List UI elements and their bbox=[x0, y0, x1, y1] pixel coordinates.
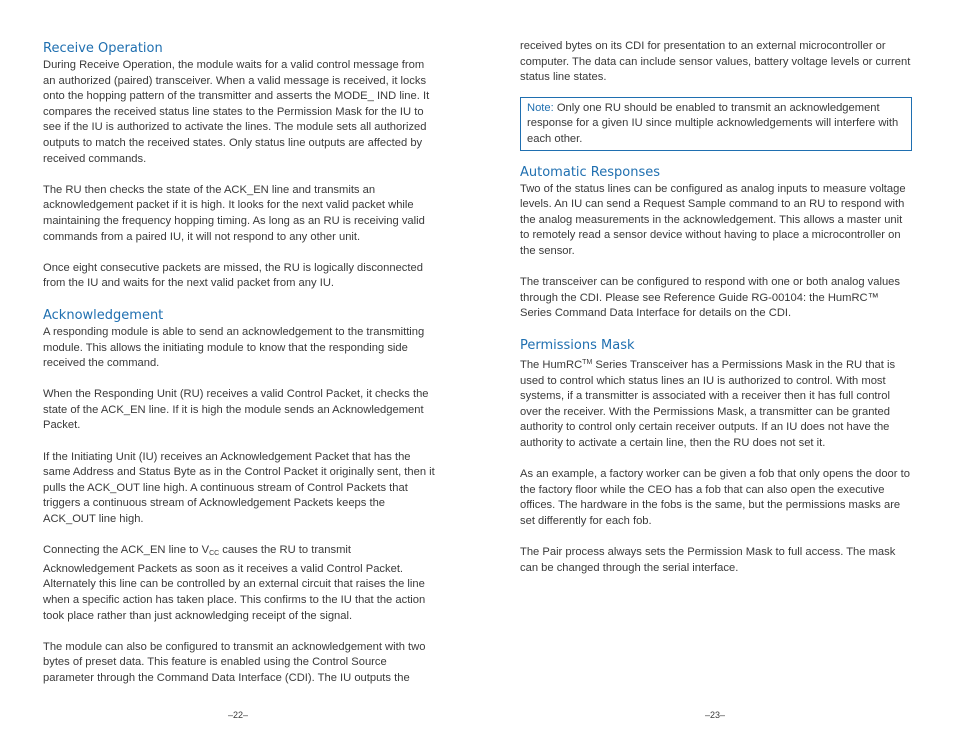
perm-paragraph-2: As an example, a factory worker can be given a fob that only opens the door to the factory floor while the CEO has a fob that can also open the executive offices. The hardware in the fobs is the same, but the permissions masks are set differently for each fob. bbox=[520, 468, 910, 527]
right-column bbox=[520, 39, 912, 576]
ack-paragraph-5: The module can also be configured to transmit an acknowledgement with two bytes of preset data. This feature is enabled using the Control Source parameter through the Command Data Interface (CDI). The IU outputs the bbox=[43, 640, 426, 684]
perm-paragraph-3: The Pair process always sets the Permission Mask to full access. The mask can be changed through the serial interface. bbox=[520, 546, 896, 574]
acknowledgement-heading: Acknowledgement bbox=[43, 307, 164, 323]
note-text: Note: Only one RU should be enabled to transmit an acknowledgement response for a given IU since multiple acknowledgements will interfere with each other. bbox=[527, 101, 899, 145]
permissions-mask-heading: Permissions Mask bbox=[520, 337, 635, 353]
receive-paragraph-2: The RU then checks the state of the ACK_EN line and transmits an acknowledgement packet if it is high. It looks for the next valid packet while maintaining the frequency hopping timing. As long as an RU is receiving valid commands from a paired IU, it will not respond to any other unit. bbox=[43, 183, 425, 243]
ack-paragraph-2: When the Responding Unit (RU) receives a valid Control Packet, it checks the state of the ACK_EN line. If it is high the module sends an Acknowledgement Packet. bbox=[43, 388, 429, 432]
page-number-right: –23– bbox=[704, 710, 726, 720]
perm-paragraph-1: The HumRC™ Series Transceiver has a Permissions Mask in the RU that is used to control which status lines an IU is authorized to control. With most systems, if a transmitter is associated with a receiver then it has full control over the receiver. With the Permissions Mask, a transmitter can be granted authority to control only certain receiver outputs. If an IU does not have the authority to activate a certain line, then the RU does not set it. bbox=[520, 358, 896, 449]
note-box bbox=[520, 97, 912, 151]
ack-paragraph-3: If the Initiating Unit (IU) receives an Acknowledgement Packet that has the same Address and Status Byte as in the Control Packet it originally sent, then it pulls the ACK_OUT line high. A continuous stream of Control Packets that triggers a continuous stream of Acknowledgement Packets keeps the ACK_OUT line high. bbox=[43, 450, 435, 526]
receive-operation-heading: Receive Operation bbox=[43, 41, 163, 56]
ack-paragraph-1: A responding module is able to send an acknowledgement to the transmitting module. This allows the initiating module to know that the responding side received the command. bbox=[43, 325, 425, 370]
continued-paragraph: received bytes on its CDI for presentation to an external microcontroller or computer. The data can include sensor values, battery voltage levels or current status line states. bbox=[520, 40, 911, 84]
note-label: Note: bbox=[527, 101, 554, 114]
auto-paragraph-2: The transceiver can be configured to respond with one or both analog values through the CDI. Please see Reference Guide RG-00104: the HumRC™ Series Command Data Interface for details on the CDI. bbox=[520, 276, 900, 320]
left-column bbox=[43, 40, 435, 687]
right-page bbox=[477, 0, 954, 738]
receive-paragraph-3: Once eight consecutive packets are missed, the RU is logically disconnected from the IU and waits for the next valid packet from any IU. bbox=[43, 261, 423, 290]
automatic-responses-heading: Automatic Responses bbox=[520, 164, 661, 180]
auto-paragraph-1: Two of the status lines can be configured as analog inputs to measure voltage levels. An IU can send a Request Sample command to an RU to respond with the analog measurements in the acknowledgement. This allows a master unit to remotely read a sensor device without having to place a microcontroller on the sensor. bbox=[520, 182, 906, 257]
ack-paragraph-4: Connecting the ACK_EN line to $V_{CC}$ causes the RU to transmit Acknowledgement Packets as soon as it receives a valid Control Packet. Alternately this line can be controlled by an external circuit that raises the line when a specific action has taken place. This confirms to the IU that the action took place rather than just acknowledging receipt of the signal. bbox=[43, 544, 426, 622]
receive-paragraph-1: During Receive Operation, the module waits for a valid control message from an authorized (paired) transceiver. When a valid message is received, it locks onto the hopping pattern of the transmitter and asserts the MODE_ IND line. It compares the received status line states to the Permission Mask for the IU to see if the IU is authorized to activate the lines. The module sets all authorized outputs to match the received states. Only status line outputs are affected by received commands. bbox=[43, 59, 430, 165]
page-number-left: –22– bbox=[227, 710, 249, 720]
